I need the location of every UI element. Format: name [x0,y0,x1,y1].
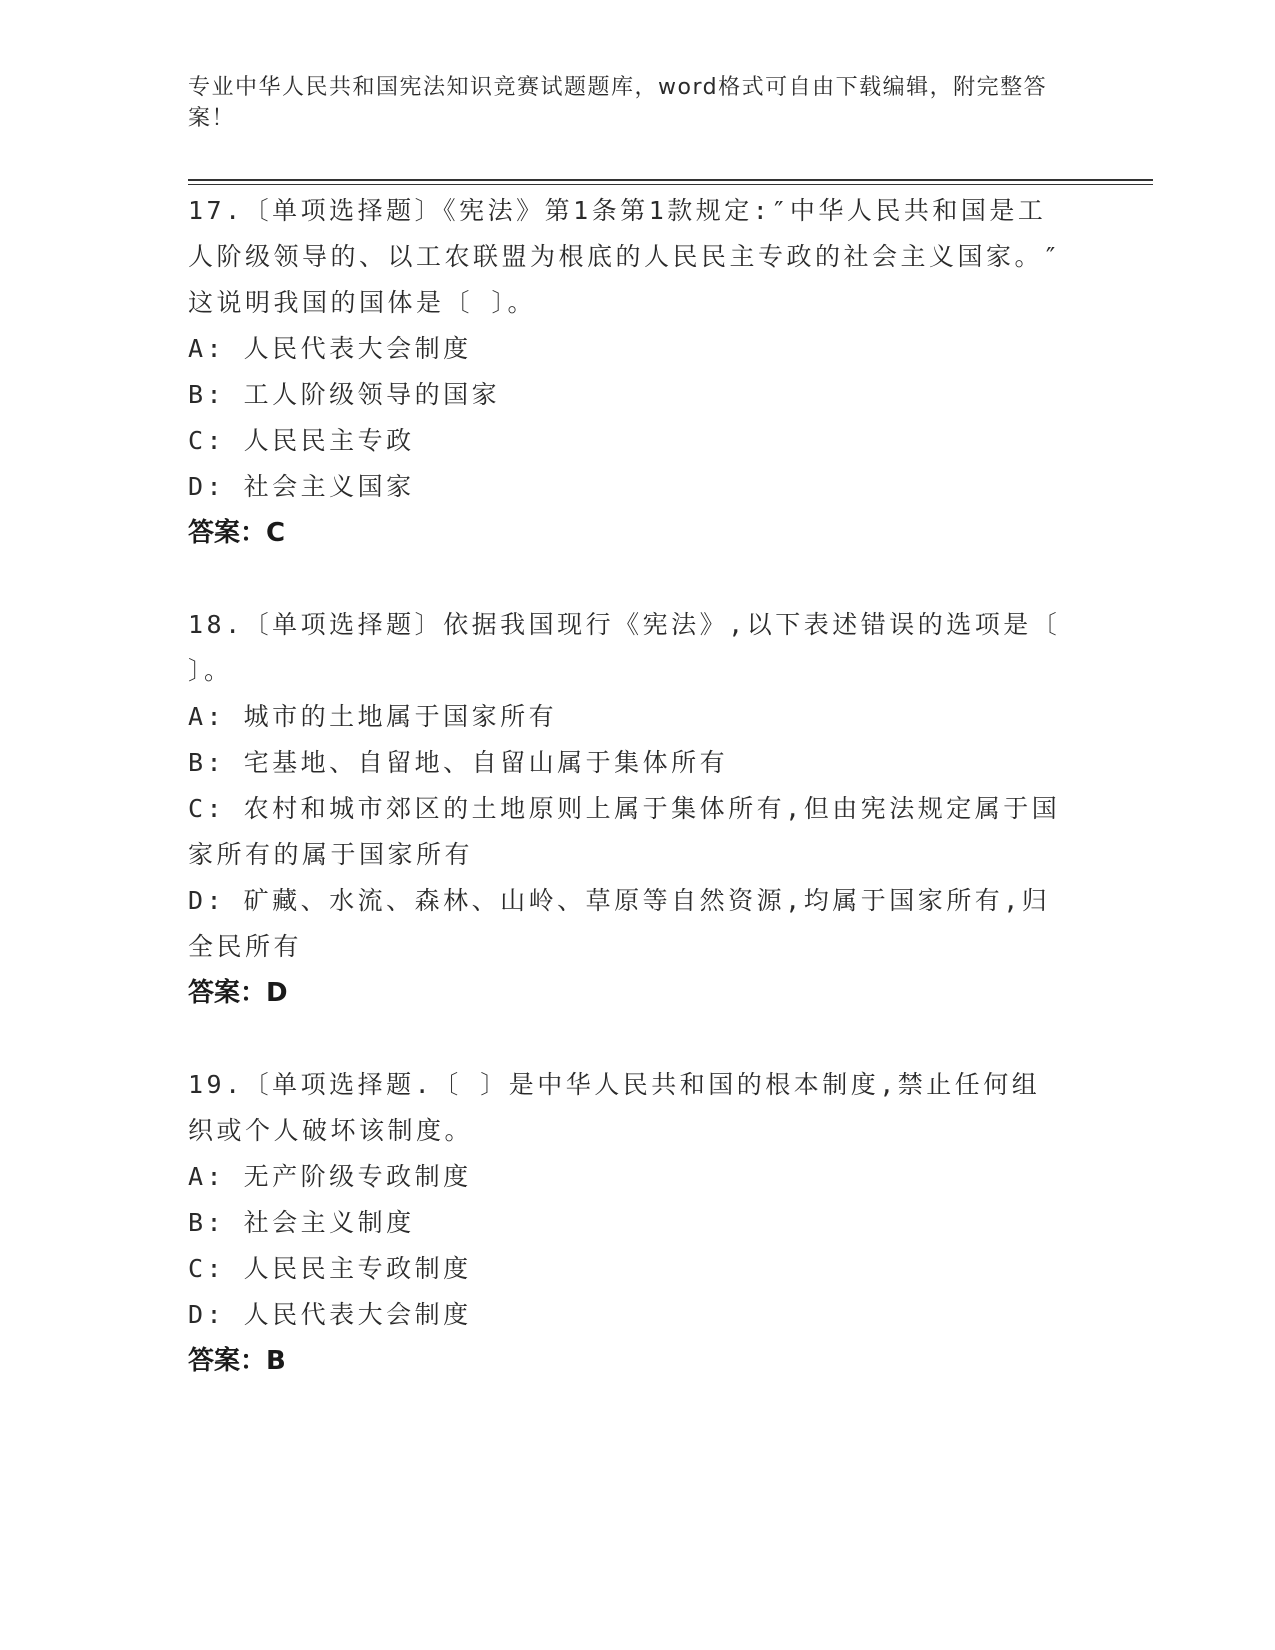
question-18 [188,602,1068,1016]
header-divider-thick [188,179,1153,181]
option-a: A: 无产阶级专政制度 [188,1162,472,1191]
question-text: 19.〔单项选择题.〔 〕是中华人民共和国的根本制度,禁止任何组织或个人破坏该制度。 [188,1070,1041,1145]
answer: 答案：C [188,518,286,548]
option-a: A: 人民代表大会制度 [188,334,472,363]
question-text: 18.〔单项选择题〕依据我国现行《宪法》,以下表述错误的选项是〔 〕。 [188,610,1061,685]
option-c: C: 人民民主专政 [188,426,415,455]
question-list [188,188,1068,1384]
question-text: 17.〔单项选择题〕《宪法》第1条第1款规定:″中华人民共和国是工人阶级领导的、以工农联盟为根底的人民民主专政的社会主义国家。″这说明我国的国体是〔 〕。 [188,196,1062,317]
option-c: C: 人民民主专政制度 [188,1254,472,1283]
option-b: B: 宅基地、自留地、自留山属于集体所有 [188,748,729,777]
option-d: D: 社会主义国家 [188,472,415,501]
question-19 [188,1062,1068,1384]
question-17 [188,188,1068,556]
option-c: C: 农村和城市郊区的土地原则上属于集体所有,但由宪法规定属于国家所有的属于国家所有 [188,794,1061,869]
option-b: B: 社会主义制度 [188,1208,415,1237]
question-spacer [188,556,1068,602]
answer: 答案：B [188,1346,286,1376]
option-b: B: 工人阶级领导的国家 [188,380,501,409]
option-d: D: 人民代表大会制度 [188,1300,472,1329]
option-d: D: 矿藏、水流、森林、山岭、草原等自然资源,均属于国家所有,归全民所有 [188,886,1051,961]
document-header: 专业中华人民共和国宪法知识竞赛试题题库，word格式可自由下载编辑，附完整答案！ [188,75,1048,131]
question-spacer [188,1016,1068,1062]
answer: 答案：D [188,978,288,1008]
header-divider-thin [188,184,1153,185]
option-a: A: 城市的土地属于国家所有 [188,702,558,731]
